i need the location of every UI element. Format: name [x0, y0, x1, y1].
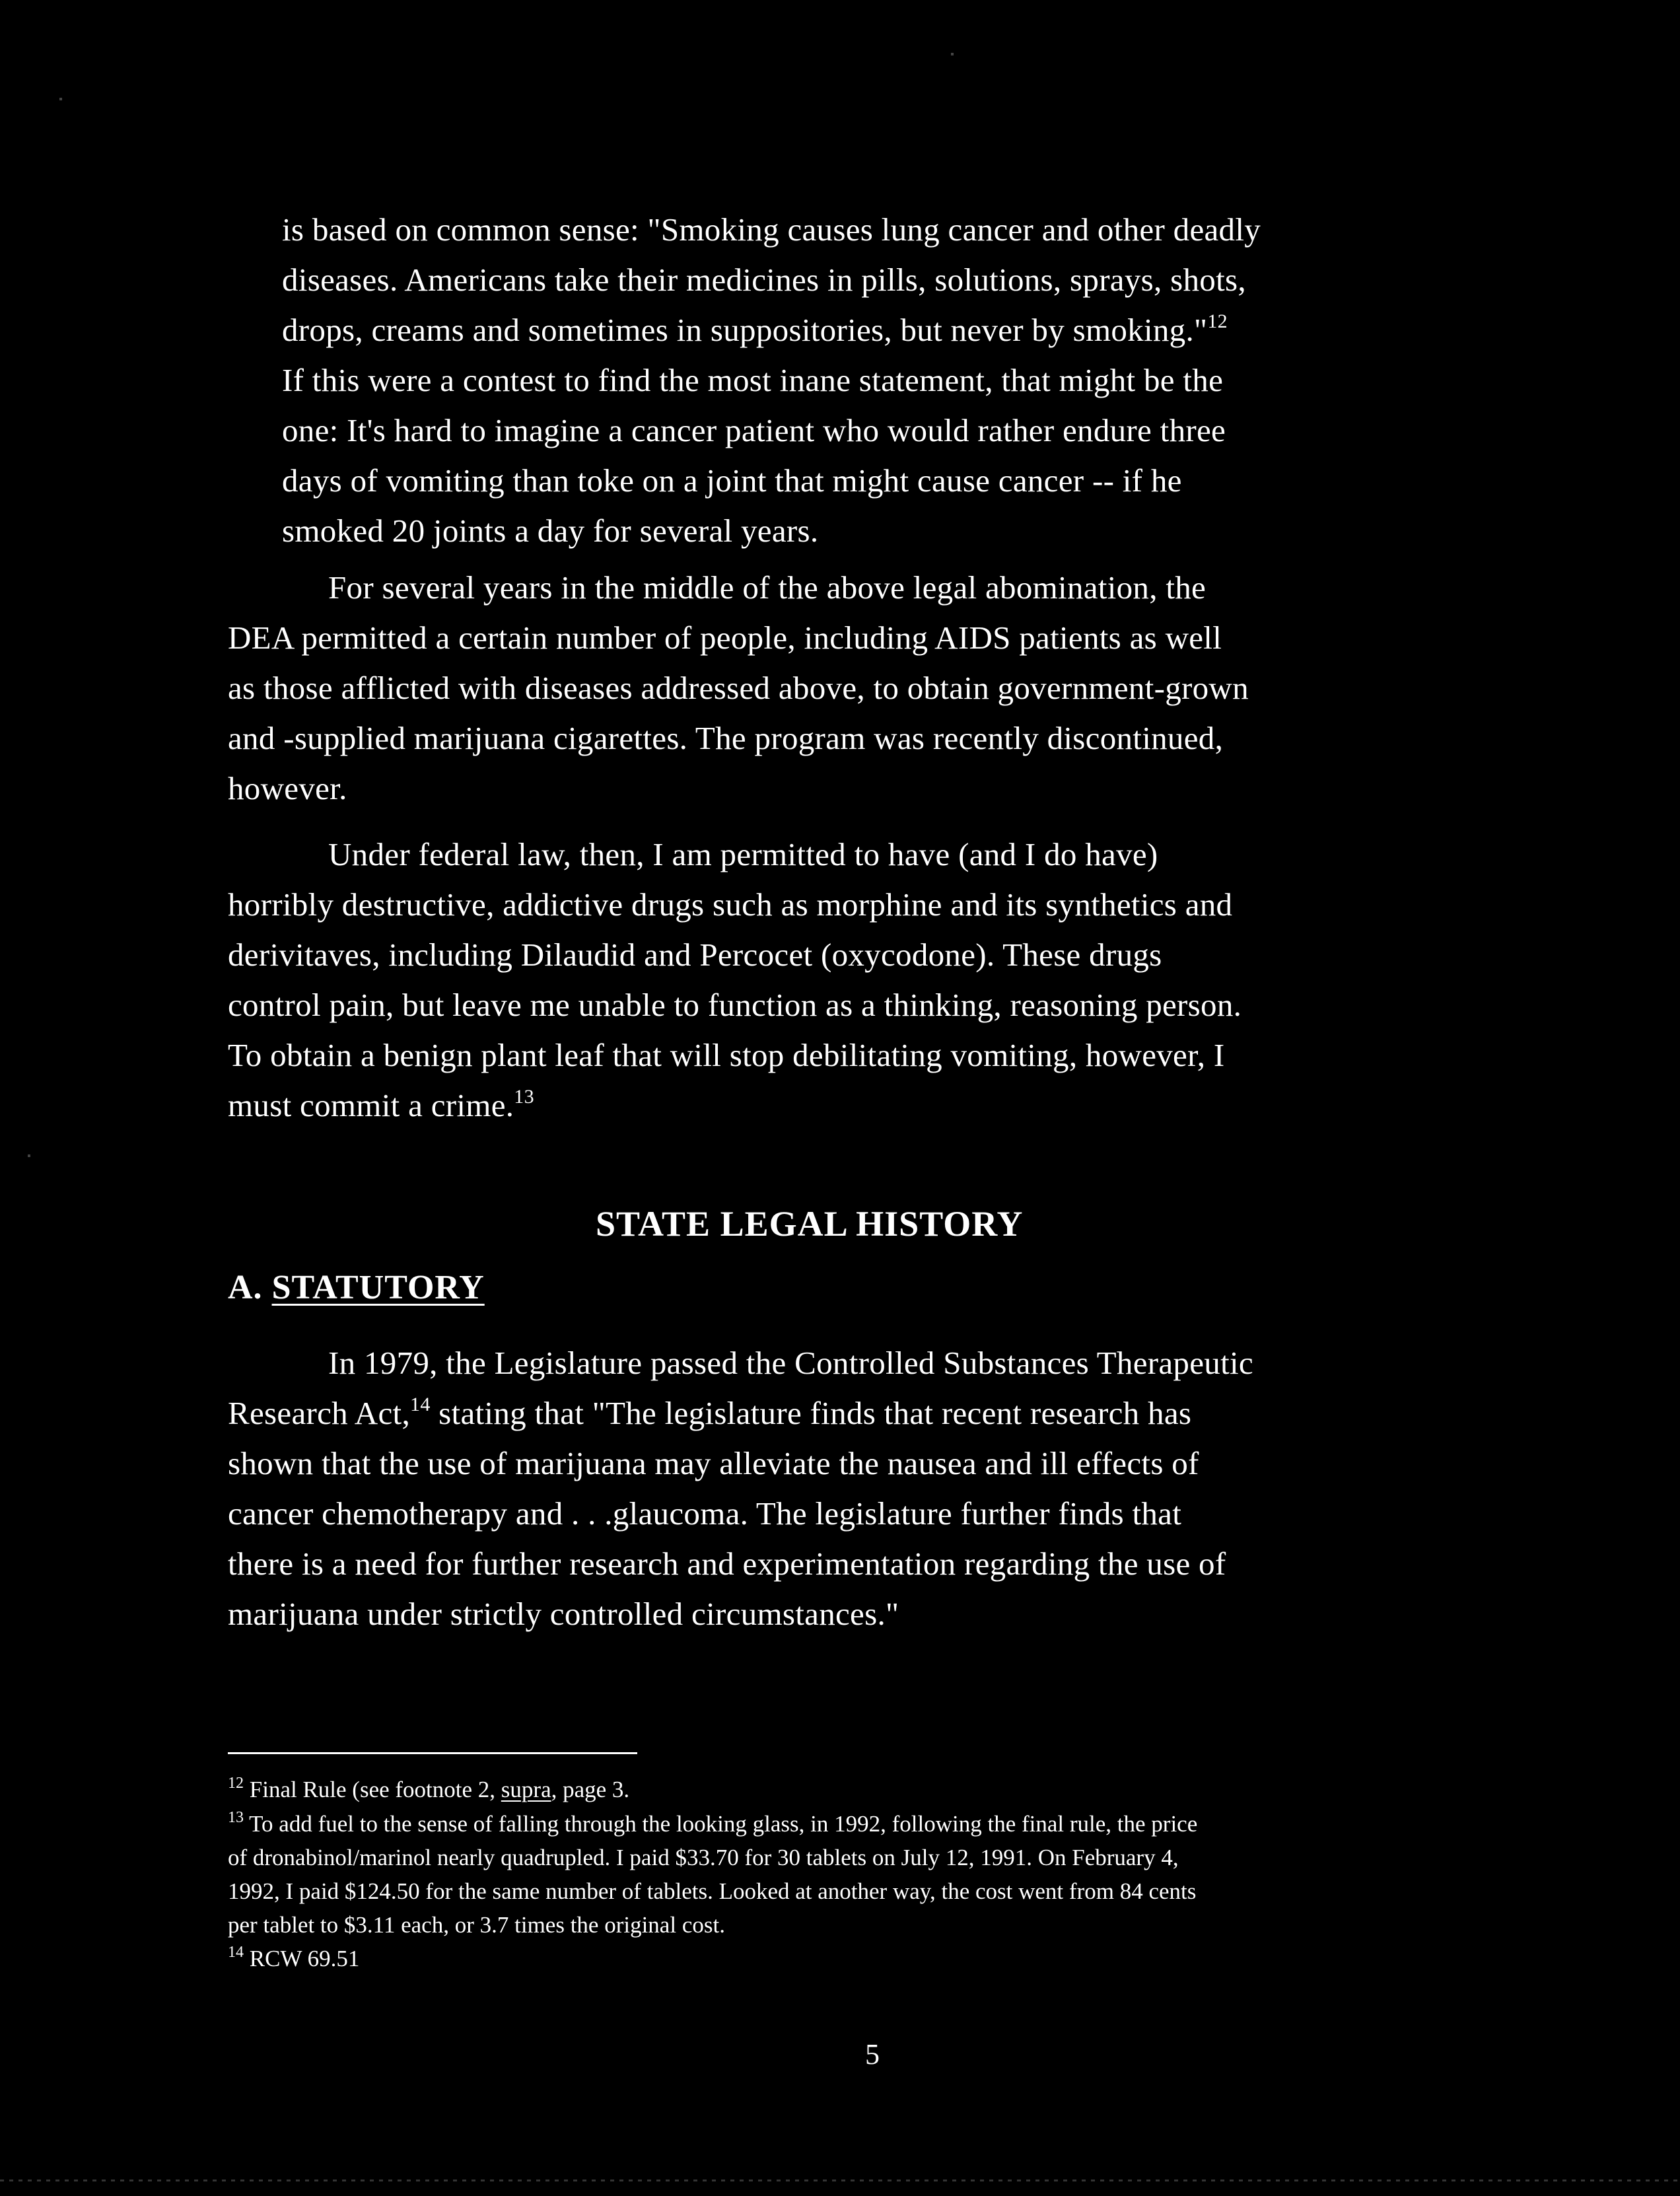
footnote-number: 13 — [228, 1809, 244, 1826]
subsection-prefix: A. — [228, 1269, 272, 1306]
scan-speck — [28, 1154, 30, 1157]
text-line-content: stating that "The legislature finds that recent research has — [430, 1395, 1192, 1431]
text-line: however. — [228, 770, 347, 806]
footnote-14 — [228, 1942, 359, 1975]
footnote-13-line-3: 1992, I paid $124.50 for the same number of tablets. Looked at another way, the cost went from 84 cents — [228, 1878, 1197, 1904]
text-line: control pain, but leave me unable to function as a thinking, reasoning person. — [228, 987, 1242, 1023]
footnote-number: 14 — [228, 1944, 244, 1961]
text-line-content: drops, creams and sometimes in suppositories, but never by smoking." — [282, 312, 1208, 348]
footnote-text: Final Rule (see footnote 2, — [244, 1777, 501, 1802]
text-line: In 1979, the Legislature passed the Controlled Substances Therapeutic — [328, 1345, 1253, 1381]
footnote-13 — [228, 1807, 1197, 1841]
text-line — [228, 1080, 534, 1131]
text-line: is based on common sense: "Smoking causes lung cancer and other deadly — [282, 211, 1261, 248]
text-line — [282, 305, 1228, 355]
footnote-number: 12 — [228, 1775, 244, 1792]
text-line-content: Research Act, — [228, 1395, 411, 1431]
scan-speck — [59, 98, 62, 100]
text-line: as those afflicted with diseases addressed above, to obtain government-grown — [228, 670, 1249, 706]
section-heading: STATE LEGAL HISTORY — [596, 1204, 1024, 1244]
text-line — [228, 1388, 1191, 1438]
footnote-12 — [228, 1773, 629, 1806]
footnote-13-line-2: of dronabinol/marinol nearly quadrupled. I paid $33.70 for 30 tablets on July 12, 1991. On February 4, — [228, 1845, 1179, 1870]
text-line: one: It's hard to imagine a cancer patient who would rather endure three — [282, 412, 1226, 448]
footnote-ref: 12 — [1207, 310, 1228, 332]
text-line: DEA permitted a certain number of people, including AIDS patients as well — [228, 620, 1222, 656]
text-line: cancer chemotherapy and . . .glaucoma. The legislature further finds that — [228, 1495, 1182, 1532]
footnote-ref: 13 — [514, 1086, 534, 1108]
footnote-ref: 14 — [410, 1394, 431, 1415]
text-line: horribly destructive, addictive drugs such as morphine and its synthetics and — [228, 886, 1233, 923]
page-number: 5 — [865, 2038, 880, 2071]
footnote-separator — [228, 1752, 637, 1754]
text-line: days of vomiting than toke on a joint that might cause cancer -- if he — [282, 462, 1182, 499]
footnote-text: , page 3. — [551, 1777, 630, 1802]
text-line: and -supplied marijuana cigarettes. The program was recently discontinued, — [228, 720, 1224, 756]
text-line: Under federal law, then, I am permitted to have (and I do have) — [328, 836, 1158, 872]
text-line: shown that the use of marijuana may alleviate the nausea and ill effects of — [228, 1445, 1199, 1481]
text-line: diseases. Americans take their medicines in pills, solutions, sprays, shots, — [282, 262, 1246, 298]
text-line: smoked 20 joints a day for several years. — [282, 513, 819, 549]
footnote-13-line-4: per tablet to $3.11 each, or 3.7 times the original cost. — [228, 1912, 725, 1938]
text-line: derivitaves, including Dilaudid and Percocet (oxycodone). These drugs — [228, 937, 1162, 973]
scan-speck — [951, 53, 954, 55]
scan-edge-noise — [0, 2179, 1680, 2181]
footnote-supra: supra — [501, 1777, 551, 1802]
subsection-title: STATUTORY — [271, 1269, 485, 1306]
footnote-text: RCW 69.51 — [244, 1946, 360, 1971]
subsection-heading — [228, 1268, 485, 1307]
text-line: For several years in the middle of the above legal abomination, the — [328, 569, 1207, 606]
text-line: marijuana under strictly controlled circumstances." — [228, 1596, 899, 1632]
text-line: If this were a contest to find the most inane statement, that might be the — [282, 362, 1224, 398]
text-line: To obtain a benign plant leaf that will stop debilitating vomiting, however, I — [228, 1037, 1225, 1073]
text-line-content: must commit a crime. — [228, 1087, 514, 1123]
text-line: there is a need for further research and experimentation regarding the use of — [228, 1545, 1226, 1582]
footnote-text: To add fuel to the sense of falling through the looking glass, in 1992, following the final rule, the price — [244, 1811, 1198, 1837]
